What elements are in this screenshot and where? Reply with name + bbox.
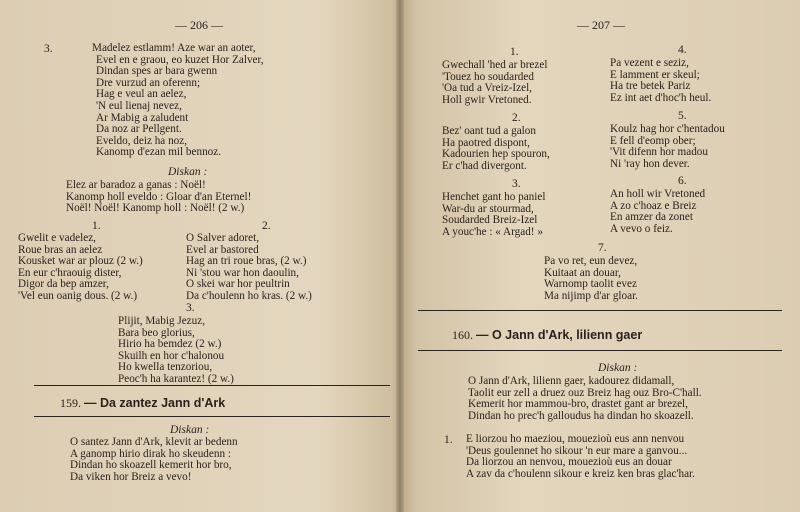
song-number: 160. — [452, 328, 473, 342]
stanza-line: Hag an tri roue bras, (2 w.) — [186, 255, 307, 268]
stanza-line: Bez' oant tud a galon — [442, 125, 536, 137]
stanza-line: Plijit, Mabig Jezuz, — [118, 315, 206, 327]
verse-line: Dre vurzud an oferenn; — [96, 76, 201, 89]
stanza-line: 'Vit difenn hor madou — [610, 146, 708, 159]
page-number: — 207 — — [577, 18, 625, 32]
diskan-line: Elez ar baradoz a ganas : Noël! — [66, 179, 206, 191]
stanza-number: 2. — [262, 220, 271, 232]
stanza-7-block — [544, 256, 638, 302]
verse-line: 'Deus goulennet ho sikour 'n eur mare a ganvou... — [466, 444, 688, 457]
song-title: — Da zantez Jann d'Ark — [84, 396, 226, 410]
stanza-line: Er c'had divergont. — [442, 159, 527, 172]
song-160-diskan-block — [468, 376, 702, 422]
stanza-4-block — [610, 58, 711, 104]
stanza-line: Skuilh en hor c'halonou — [118, 349, 225, 362]
diskan-line: Kemerit hor mammou-bro, drastet gant ar brezel, — [468, 398, 688, 411]
verse-line: Evel en e graou, eo kuzet Hor Zalver, — [96, 53, 264, 66]
verse-line: Ar Mabig a zaludent — [96, 111, 189, 124]
verse-number: 1. — [444, 434, 453, 446]
stanza-line: Gwelit e vadelez, — [18, 232, 96, 244]
stanza-line: O Salver adoret, — [186, 232, 260, 244]
stanza-2-block — [442, 126, 550, 172]
stanza-line: E fell d'eomp ober; — [610, 134, 696, 147]
stanza-line: Ho kwella tenzoriou, — [118, 361, 213, 374]
verse-line: 'N eul lienaj nevez, — [96, 99, 182, 112]
stanza-number: 1. — [510, 46, 519, 58]
stanza-line: En eur c'hraouig dister, — [18, 266, 122, 279]
diskan-line: O Jann d'Ark, lilienn gaer, kadourez didamall, — [468, 375, 675, 387]
stanza-line: Ma nijimp d'ar gloar. — [544, 289, 638, 302]
stanza-line: Ni 'ray hon dever. — [610, 157, 690, 170]
stanza-line: Holl gwir Vretoned. — [442, 93, 532, 106]
stanza-line: Ez int aet d'hoc'h heul. — [610, 91, 712, 104]
stanza-number: 3. — [512, 178, 521, 190]
diskan-line: Dindan ho skoazell kemerit hor bro, — [70, 459, 232, 472]
verse-line: Dindan spes ar bara gwenn — [96, 65, 218, 78]
stanza-line: Roue bras an aelez — [18, 243, 103, 256]
diskan-heading: Diskan : — [168, 166, 208, 178]
stanza-line: Pa vezent e seziz, — [610, 57, 689, 69]
stanza-line: Ha tre betek Pariz — [610, 80, 691, 93]
stanza-line: Digor da bep amzer, — [18, 278, 109, 291]
stanza-line: En amzer da zonet — [610, 211, 693, 224]
diskan-line: O santez Jann d'Ark, klevit ar bedenn — [70, 436, 238, 448]
stanza-line: Kousket war ar plouz (2 w.) — [18, 255, 143, 268]
stanza-3-block — [118, 316, 234, 386]
verse-line: E liorzou ho maeziou, mouezioù eus ann nenvou — [466, 433, 685, 445]
verse-line: A zav da c'houlenn sikour e kreiz ken bras glac'har. — [466, 467, 695, 480]
section-rule — [34, 416, 390, 417]
stanza-1-block — [18, 233, 143, 303]
stanza-number: 5. — [678, 110, 687, 122]
stanza-number: 6. — [678, 175, 687, 187]
verse-line: Madelez estlamm! Aze war an aoter, — [92, 42, 256, 54]
stanza-number: 7. — [598, 242, 607, 254]
stanza-number: 1. — [92, 220, 101, 232]
stanza-line: E lamment er skeul; — [610, 68, 700, 81]
diskan-heading: Diskan : — [598, 362, 638, 374]
stanza-line: A youc'he : « Argad! » — [442, 225, 543, 238]
stanza-line: Hirio ha bemdez (2 w.) — [118, 338, 222, 351]
stanza-3-block — [442, 192, 545, 238]
verse-line: Hag e veul an aelez, — [96, 88, 187, 101]
song-title: — O Jann d'Ark, lilienn gaer — [476, 328, 643, 342]
stanza-line: Kuitaat an douar, — [544, 266, 621, 279]
stanza-6-block — [610, 189, 705, 235]
verse-line: Eveldo, deiz ha noz, — [96, 134, 188, 147]
stanza-line: 'Vel eun oanig dous. (2 w.) — [18, 289, 138, 302]
song-number: 159. — [60, 396, 81, 410]
stanza-line: An holl wir Vretoned — [610, 188, 706, 200]
diskan-heading: Diskan : — [170, 424, 210, 436]
stanza-line: 'Touez ho soudarded — [442, 70, 534, 83]
verse-line: Kanomp d'ezan mil bennoz. — [96, 146, 222, 159]
page-206 — [0, 0, 398, 512]
stanza-line: Peoc'h ha karantez! (2 w.) — [118, 372, 234, 385]
stanza-line: A zo c'hoaz e Breiz — [610, 199, 697, 212]
song-160-verse-1-block — [466, 434, 695, 480]
section-rule — [418, 310, 782, 311]
page-207 — [402, 0, 800, 512]
stanza-line: A vevo o feiz. — [610, 222, 673, 235]
stanza-line: Gwechall 'hed ar brezel — [442, 59, 548, 71]
diskan-line: Da viken hor Breiz a vevo! — [70, 470, 192, 483]
stanza-line: War-du ar stourmad, — [442, 202, 534, 215]
stanza-number: 3. — [186, 302, 195, 314]
song-159-title — [60, 396, 225, 411]
page-number: — 206 — — [175, 18, 223, 32]
diskan-line: Noël! Noël! Kanomp holl : Noël! (2 w.) — [66, 202, 245, 215]
stanza-5-block — [610, 124, 725, 170]
stanza-line: Henchet gant ho paniel — [442, 191, 546, 203]
stanza-number: 4. — [678, 44, 687, 56]
stanza-number: 2. — [512, 112, 521, 124]
stanza-line: Koulz hag hor c'hentadou — [610, 123, 725, 135]
stanza-line: Bara beo glorius, — [118, 326, 195, 339]
stanza-2-block — [186, 233, 312, 303]
diskan-block — [66, 180, 251, 215]
diskan-line: Dindan ho prec'h galloudus ha dindan ho skoazell. — [468, 409, 694, 422]
diskan-line: Kanomp holl eveldo : Gloar d'an Eternel! — [66, 190, 252, 203]
section-rule — [34, 385, 390, 386]
section-rule — [418, 350, 782, 351]
stanza-line: Ha paotred dispont, — [442, 136, 530, 149]
stanza-line: Kadourien hep spouron, — [442, 148, 550, 161]
verse-number: 3. — [44, 43, 53, 55]
diskan-line: A ganomp hirio dirak ho skeudenn : — [70, 447, 231, 460]
stanza-line: Pa vo ret, eun devez, — [544, 255, 638, 267]
stanza-line: Da c'houlenn ho kras. (2 w.) — [186, 289, 312, 302]
verse-line: Da liorzou an nenvou, mouezioù eus an douar — [466, 456, 672, 469]
song-160-title — [452, 328, 642, 343]
stanza-line: Evel ar bastored — [186, 243, 259, 256]
stanza-line: 'Oa tud a Vreiz-Izel, — [442, 82, 532, 95]
verse-3-block — [92, 43, 264, 159]
stanza-line: Ni 'stou war hon daoulin, — [186, 266, 299, 279]
verse-line: Da noz ar Pellgent. — [96, 123, 182, 136]
stanza-line: Warnomp taolit evez — [544, 278, 637, 291]
stanza-line: Soudarded Breiz-Izel — [442, 214, 538, 227]
diskan-line: Taolit eur zell a druez ouz Breiz hag ouz Bro-C'hall. — [468, 386, 702, 399]
stanza-1-block — [442, 60, 547, 106]
stanza-line: O skei war hor peultrin — [186, 278, 290, 291]
song-159-diskan-block — [70, 437, 238, 483]
